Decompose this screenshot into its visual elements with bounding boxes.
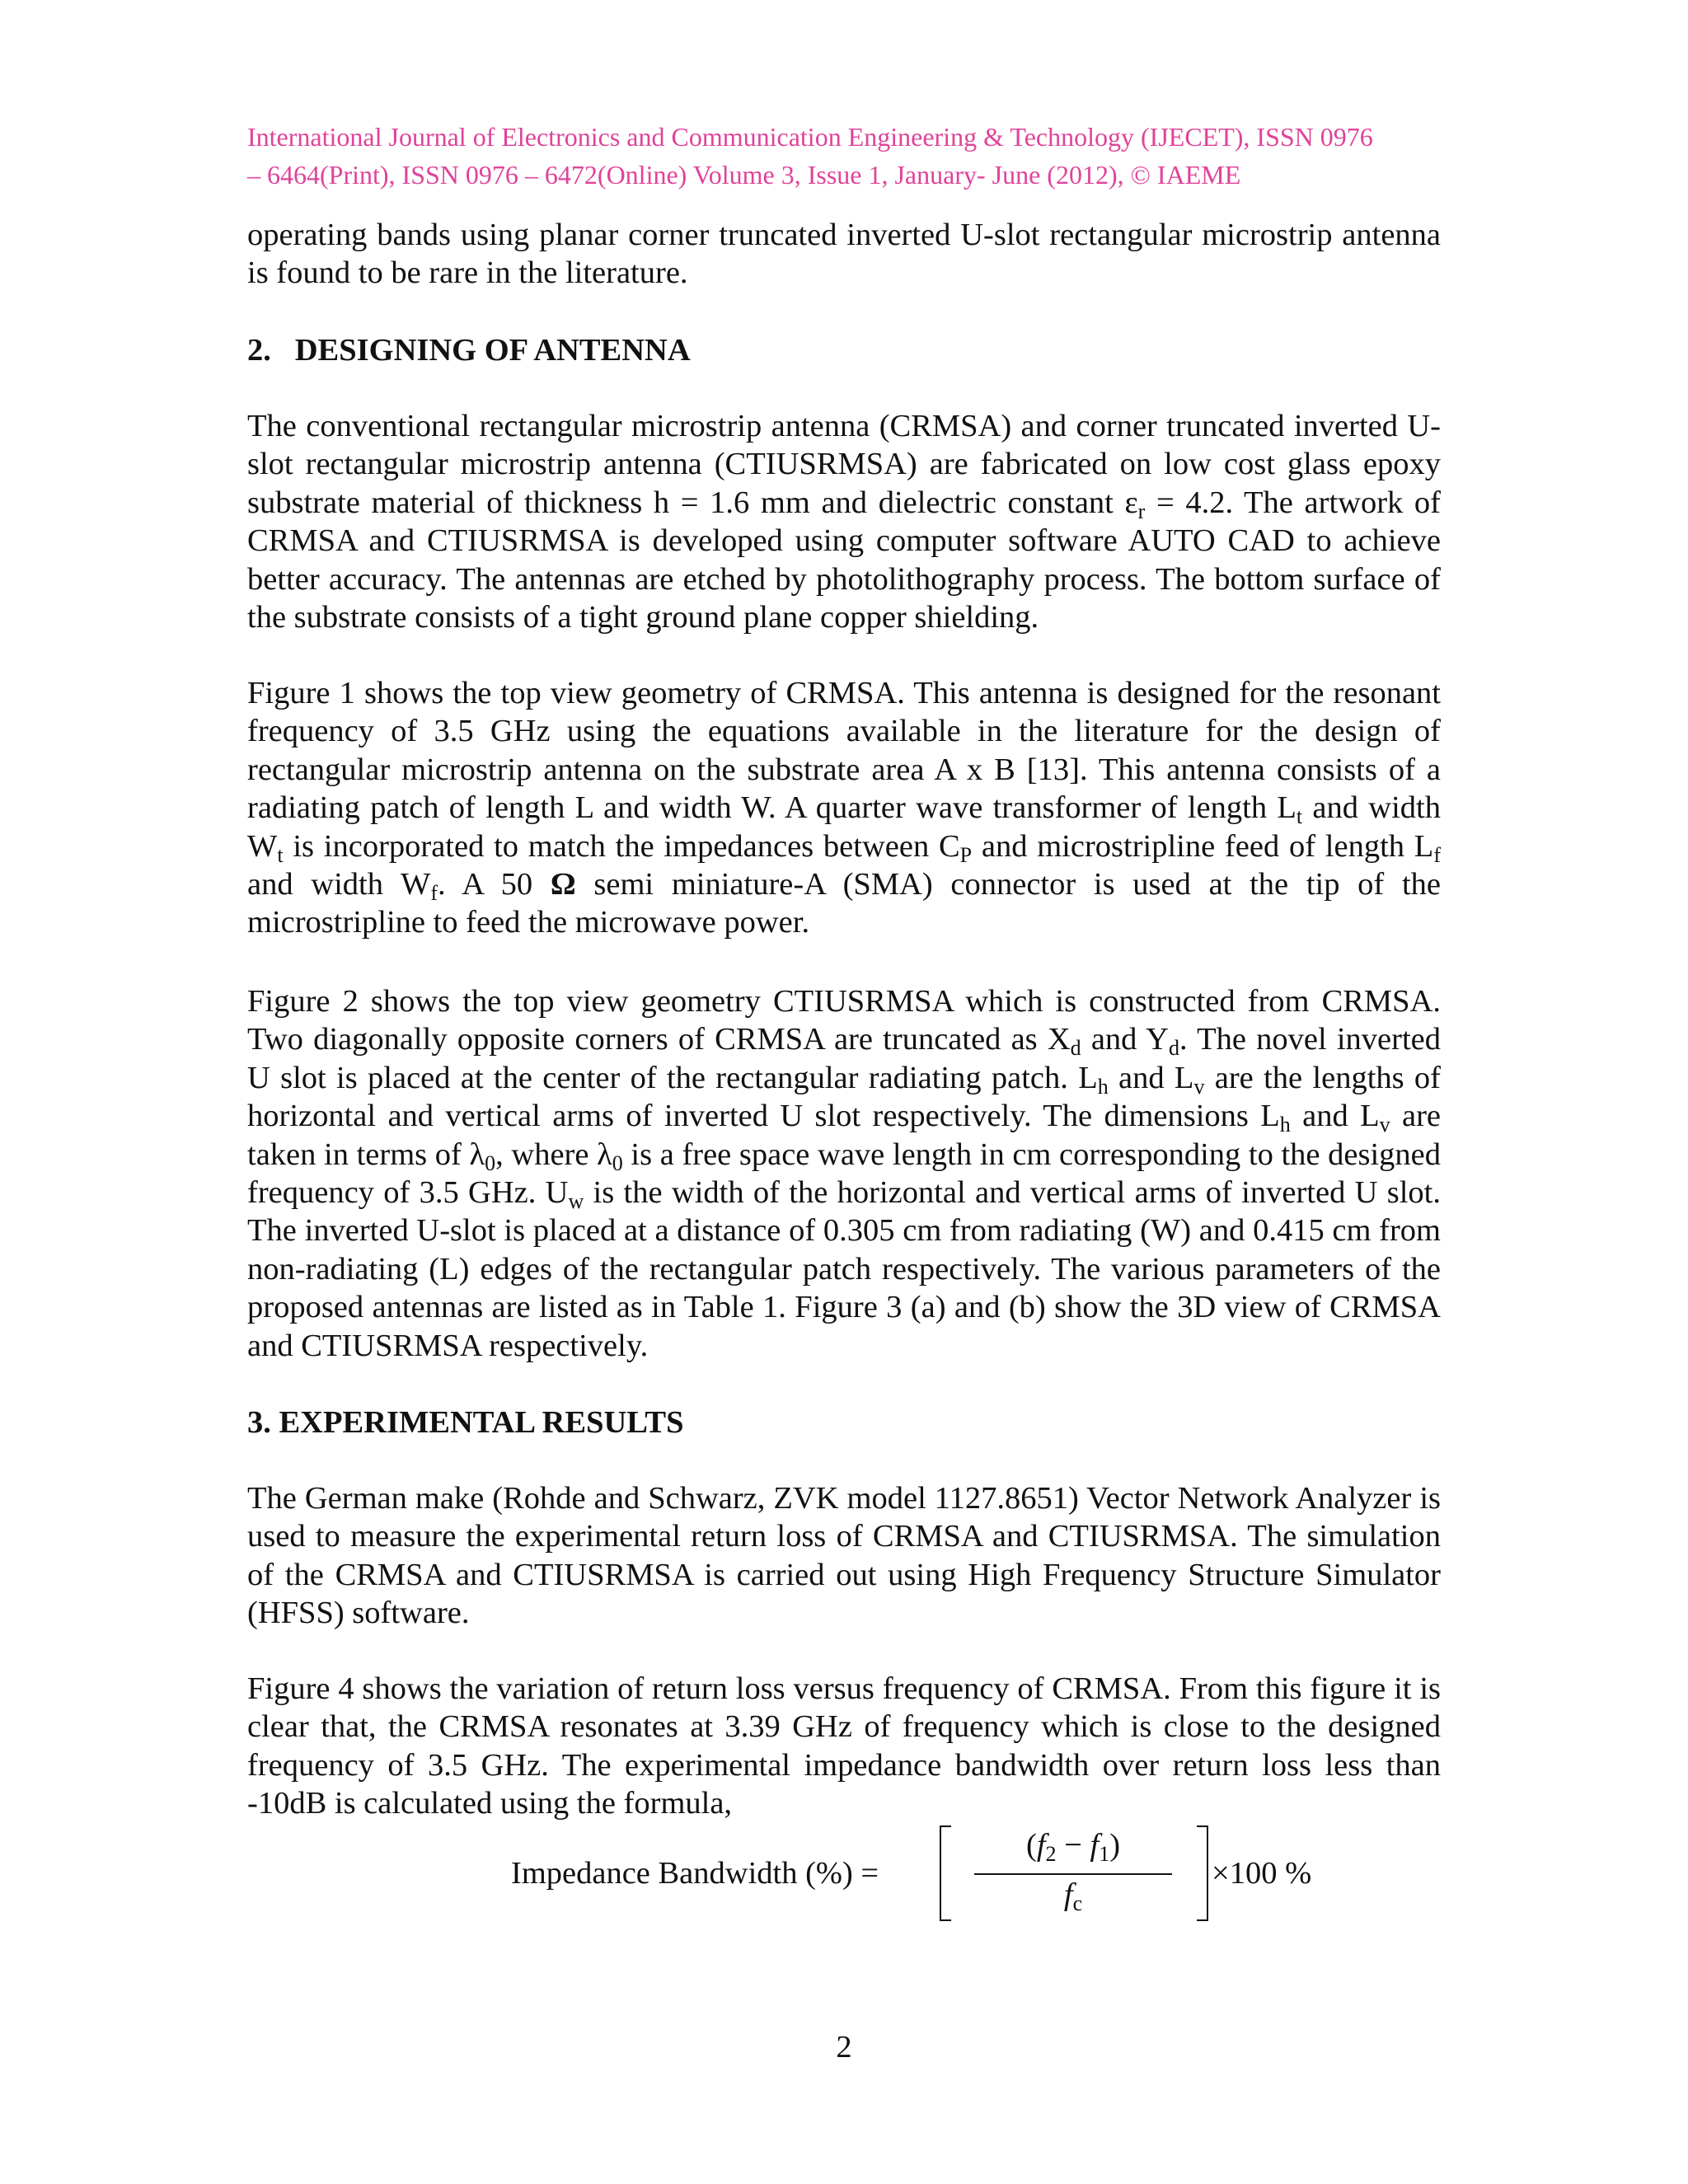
journal-header [247,118,1442,194]
section-2-paragraph-1: The conventional rectangular microstrip antenna (CRMSA) and corner truncated inverted U-slot rectangular microstrip antenna (CTIUSRMSA) are fabricated on low cost glass epoxy substrate material of thickness h = 1.6 mm and dielectric constant $\varepsilon_r = 4.2$. The artwork of CRMSA and CTIUSRMSA is developed using computer software AUTO CAD to achieve better accuracy. The antennas are etched by photolithography process. The bottom surface of the substrate consists of a tight ground plane copper shielding. [247,409,1441,635]
page-number: 2 [836,2030,852,2064]
equation-denominator: $f_c$ [1063,1877,1083,1915]
section-3-paragraph-1: The German make (Rohde and Schwarz, ZVK model 1127.8651) Vector Network Analyzer is used to measure the experimental return loss of CRMSA and CTIUSRMSA. The simulation of the CRMSA and CTIUSRMSA is carried out using High Frequency Structure Simulator (HFSS) software. [247,1481,1441,1631]
equation-lhs: Impedance Bandwidth (%) = [511,1856,879,1891]
journal-header-line-2: – 6464(Print), ISSN 0976 – 6472(Online) Volume 3, Issue 1, January- June (2012), © IAEME [247,160,1241,190]
impedance-bandwidth-equation [511,1825,1312,1924]
equation-rhs: ×100 % [1212,1856,1312,1891]
journal-header-line-1: International Journal of Electronics and Communication Engineering & Technology (IJECET), ISSN 0976 [247,122,1373,152]
section-2-paragraph-2: Figure 1 shows the top view geometry of CRMSA. This antenna is designed for the resonant frequency of 3.5 GHz using the equations available in the literature for the design of rectangular microstrip antenna on the substrate area A x B [13]. This antenna consists of a radiating patch of length L and width W. A quarter wave transformer of length $L_t$ and width $W_t$ is incorporated to match the impedances between $C_P$ and microstripline feed of length $L_f$ and width $W_f$. A 50 Ω semi miniature-A (SMA) connector is used at the tip of the microstripline to feed the microwave power. [247,676,1441,940]
section-3-heading: 3. EXPERIMENTAL RESULTS [247,1405,684,1440]
ohm-symbol: Ω [550,867,576,902]
section-2-paragraph-3: Figure 2 shows the top view geometry CTIUSRMSA which is constructed from CRMSA. Two diagonally opposite corners of CRMSA are truncated as $X_d$ and $Y_d$. The novel inverted U slot is placed at the center of the rectangular radiating patch. $L_h$ and $L_v$ are the lengths of horizontal and vertical arms of inverted U slot respectively. The dimensions $L_h$ and $L_v$ are taken in terms of $\lambda_0$, where $\lambda_0$ is a free space wave length in cm corresponding to the designed frequency of 3.5 GHz. $U_w$ is the width of the horizontal and vertical arms of inverted U slot. The inverted U-slot is placed at a distance of 0.305 cm from radiating (W) and 0.415 cm from non-radiating (L) edges of the rectangular patch respectively. The various parameters of the proposed antennas are listed as in Table 1. Figure 3 (a) and (b) show the 3D view of CRMSA and CTIUSRMSA respectively. [247,984,1442,1363]
section-2-heading: 2. DESIGNING OF ANTENNA [247,333,691,368]
equation-numerator: $(f_2 - f_1)$ [1025,1828,1121,1866]
fraction-bar [974,1873,1172,1875]
intro-paragraph-end: operating bands using planar corner truncated inverted U-slot rectangular microstrip antenna is found to be rare in the literature. [247,218,1441,291]
right-bracket [1197,1825,1208,1921]
section-3-paragraph-2: Figure 4 shows the variation of return loss versus frequency of CRMSA. From this figure it is clear that, the CRMSA resonates at 3.39 GHz of frequency which is close to the designed frequency of 3.5 GHz. The experimental impedance bandwidth over return loss less than -10dB is calculated using the formula, [247,1671,1441,1821]
